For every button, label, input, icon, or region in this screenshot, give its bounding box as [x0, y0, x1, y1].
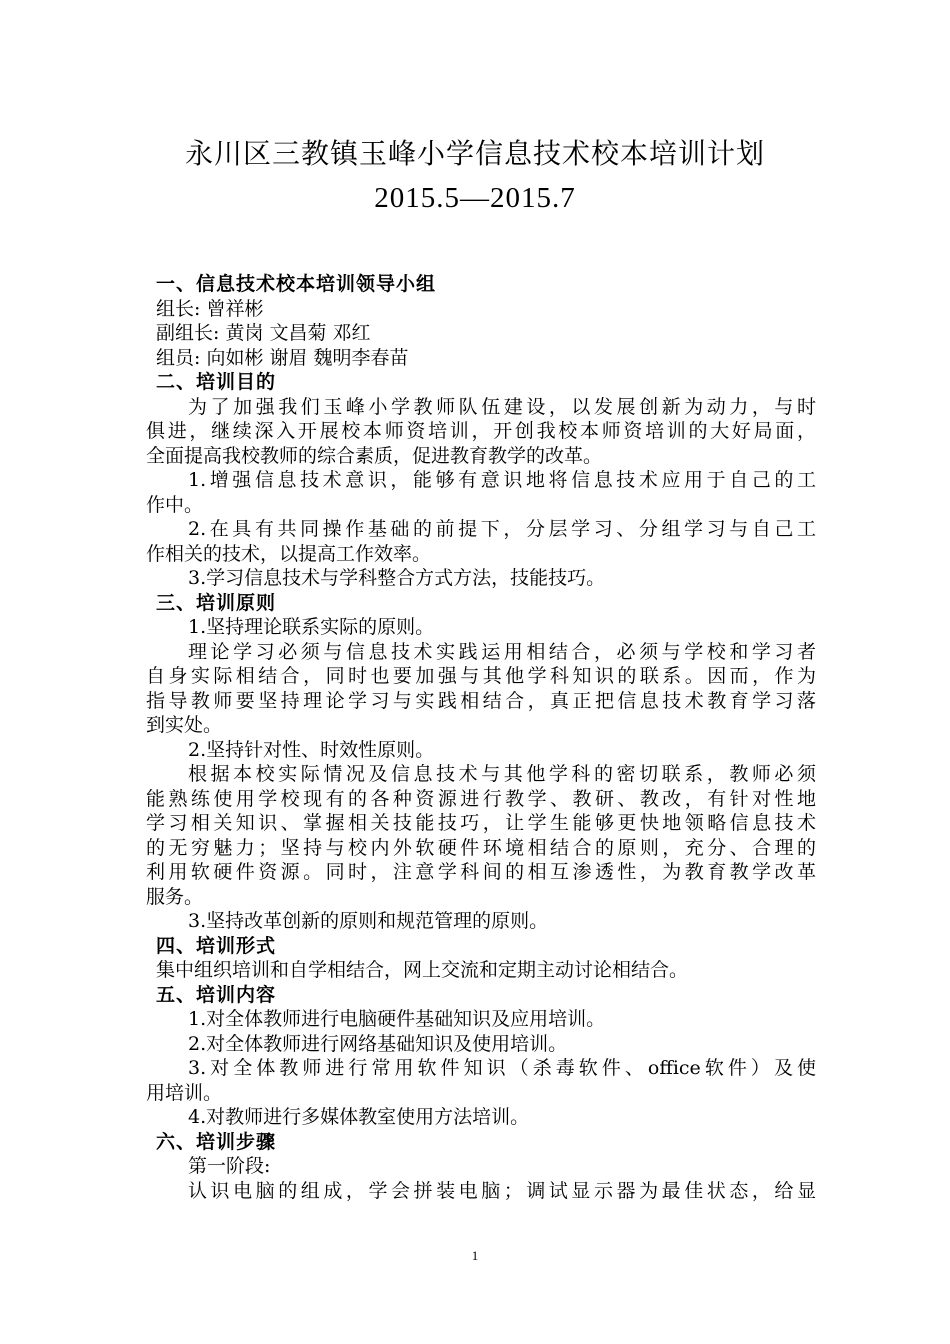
- text-line: 的无穷魅力；坚持与校内外软硬件环境相结合的原则，充分、合理的: [146, 836, 816, 859]
- text-line: 1.增强信息技术意识，能够有意识地将信息技术应用于自己的工: [188, 469, 816, 491]
- text-line: 2.在具有共同操作基础的前提下，分层学习、分组学习与自己工: [188, 518, 816, 540]
- section-heading: 四、培训形式: [156, 934, 277, 957]
- text-line: 作相关的技术，以提高工作效率。: [146, 542, 432, 565]
- text-line: 到实处。: [146, 714, 223, 736]
- text-line: 作中。: [146, 493, 204, 516]
- text-line: 俱进，继续深入开展校本师资培训，开创我校本师资培训的大好局面，: [146, 420, 816, 442]
- text-line: 4.对教师进行多媒体教室使用方法培训。: [188, 1106, 530, 1128]
- text-line: 组员: 向如彬 谢眉 魏明李春苗: [156, 346, 409, 369]
- page-number: 1: [471, 1248, 479, 1263]
- section-heading: 三、培训原则: [156, 591, 277, 614]
- text-line: 指导教师要坚持理论学习与实践相结合，真正把信息技术教育学习落: [146, 689, 816, 712]
- document-body: [146, 272, 816, 1203]
- section-heading: 六、培训步骤: [156, 1130, 277, 1153]
- document-title: 永川区三教镇玉峰小学信息技术校本培训计划: [184, 137, 765, 170]
- text-line: 第一阶段:: [188, 1155, 271, 1177]
- section-heading: 二、培训目的: [156, 371, 277, 393]
- text-line: 3.学习信息技术与学科整合方式方法，技能技巧。: [188, 567, 606, 589]
- text-line: 自身实际相结合，同时也要加强与其他学科知识的联系。因而，作为: [146, 665, 816, 687]
- text-line: 3.坚持改革创新的原则和规范管理的原则。: [188, 910, 549, 932]
- text-line: 理论学习必须与信息技术实践运用相结合，必须与学校和学习者: [188, 640, 816, 663]
- text-line: 集中组织培训和自学相结合，网上交流和定期主动讨论相结合。: [156, 959, 689, 981]
- section-heading: 一、信息技术校本培训领导小组: [156, 273, 437, 295]
- section-heading: 五、培训内容: [156, 983, 277, 1006]
- text-line: 全面提高我校教师的综合素质，促进教育教学的改革。: [146, 444, 603, 467]
- text-line: 1.坚持理论联系实际的原则。: [188, 616, 435, 638]
- text-line: 为了加强我们玉峰小学教师队伍建设，以发展创新为动力，与时: [188, 395, 816, 418]
- text-line: 副组长: 黄岗 文昌菊 邓红: [156, 322, 371, 344]
- text-line: 2.坚持针对性、时效性原则。: [188, 738, 435, 761]
- text-line: 1.对全体教师进行电脑硬件基础知识及应用培训。: [188, 1008, 606, 1030]
- text-line: 能熟练使用学校现有的各种资源进行教学、教研、教改，有针对性地: [146, 787, 816, 810]
- text-line: 2.对全体教师进行网络基础知识及使用培训。: [188, 1032, 568, 1055]
- text-line: 服务。: [146, 885, 204, 908]
- text-line: 3.对全体教师进行常用软件知识（杀毒软件、office软件）及使: [188, 1057, 816, 1079]
- text-line: 学习相关知识、掌握相关技能技巧，让学生能够更快地领略信息技术: [146, 812, 816, 834]
- document-date-range: 2015.5—2015.7: [374, 182, 576, 214]
- text-line: 根据本校实际情况及信息技术与其他学科的密切联系，教师必须: [188, 763, 816, 785]
- text-line: 利用软硬件资源。同时，注意学科间的相互渗透性，为教育教学改革: [146, 861, 816, 883]
- text-line: 用培训。: [146, 1081, 223, 1104]
- text-line: 组长: 曾祥彬: [156, 297, 264, 320]
- text-line: 认识电脑的组成，学会拼装电脑；调试显示器为最佳状态，给显: [188, 1179, 816, 1202]
